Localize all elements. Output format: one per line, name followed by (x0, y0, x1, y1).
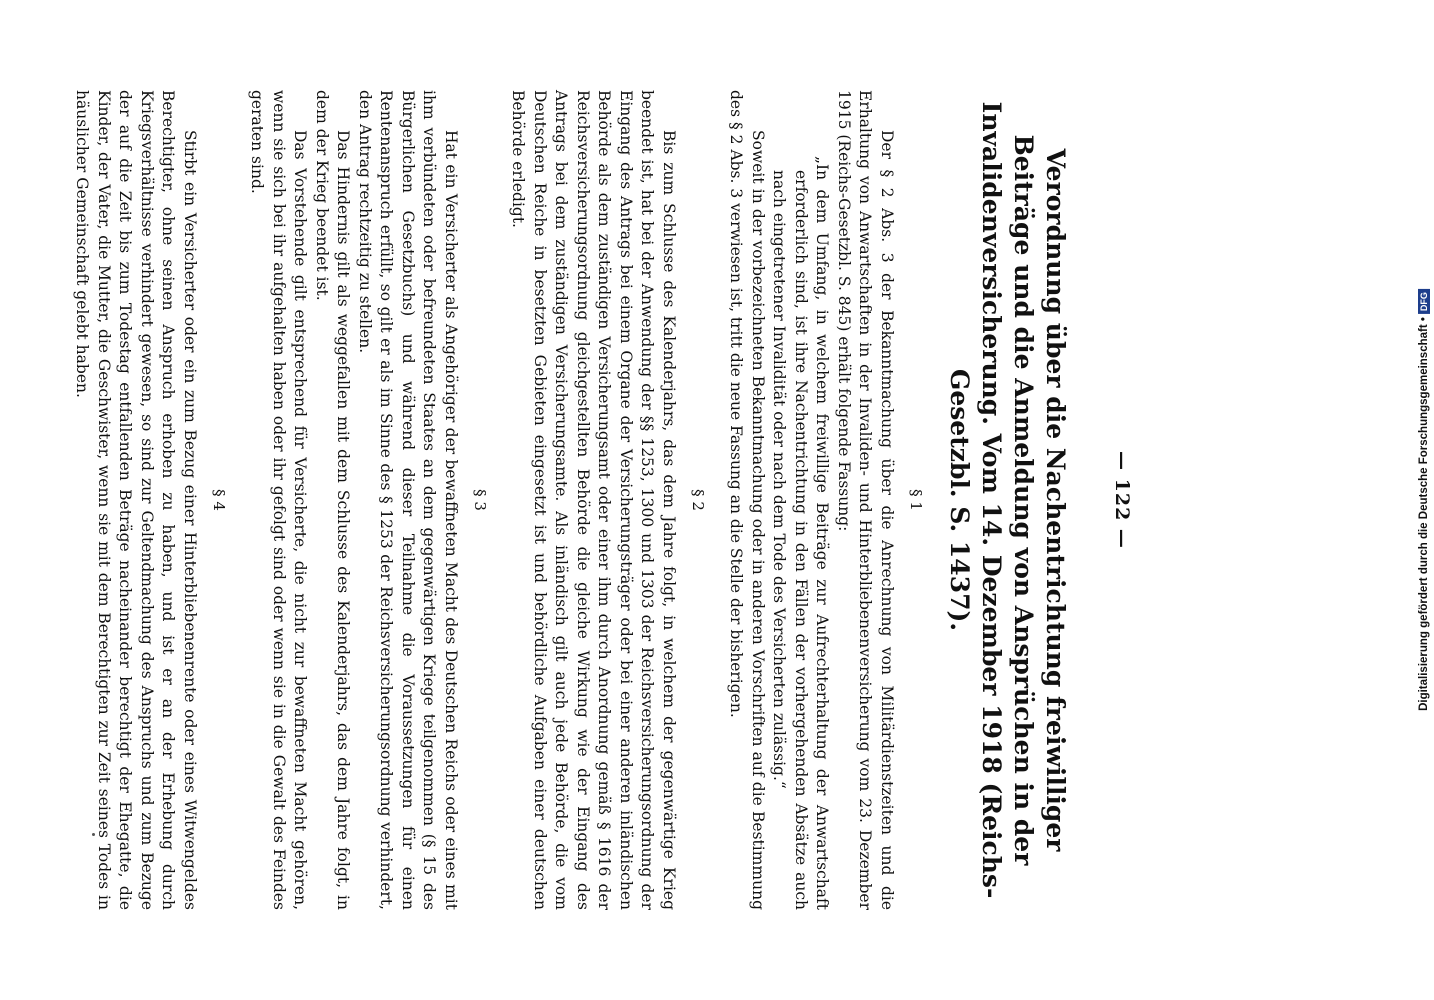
section (725, 90, 925, 910)
digitization-attribution (1418, 289, 1430, 711)
paragraph: Das Vorstehende gilt entsprechend für Versicherte, die nicht zur bewaffneten Macht gehören, wenn sie sich bei ihr aufgehalten haben oder ihr gefolgt sind oder wenn sie in die Gewalt des Feindes geraten sind. (248, 90, 310, 910)
paragraph: Der § 2 Abs. 3 der Bekanntmachung über die Anrechnung von Militärdienstzeiten und die Erhaltung von Anwartschaften in der Invaliden- und Hinterbliebenenversicherung vom 23. Dezember 1915 (Reichs-Gesetzbl. S. 845) erhält folgende Fassung: (835, 90, 896, 910)
paragraph: Stirbt ein Versicherter oder ein zum Bezug einer Hinterbliebenenrente oder eines Witwengeldes Berechtigter, ohne seinen Anspruch erhoben zu haben, und ist er an der Erhebung durch Kriegsverhältnisse verhindert gewesen, so sind zur Geltendmachung des Anspruchs und zum Bezuge der auf die Zeit bis zum Todestag entfallenden Beträge nacheinander berechtigt der Ehegatte, die Kinder, der Vater, die Mutter, die Geschwister, wenn sie mit dem Berechtigten zur Zeit seines Todes in häuslicher Gemeinschaft gelebt haben. (73, 90, 199, 910)
section-heading: § 2 (689, 489, 707, 511)
sections-container (71, 90, 925, 910)
document-page (57, 50, 1177, 950)
quoted-paragraph: „In dem Umfang, in welchem freiwillige Beiträge zur Aufrechterhaltung der Anwartschaft erforderlich sind, ist ihre Nachentrichtung in den Fällen der vorhergehenden Absätze auch nach eingetretener Invalidität oder nach dem Tode des Versicherten zulässig.“ (770, 156, 832, 910)
paragraph: Das Hindernis gilt als weggefallen mit dem Schlusse des Kalenderjahrs, das dem Jahre folgt, in dem der Krieg beendet ist. (313, 90, 353, 910)
page-number: — 122 — (1111, 451, 1133, 549)
section (507, 90, 707, 910)
paragraph: Bis zum Schlusse des Kalenderjahrs, das dem Jahre folgt, in welchem der gegenwärtige Krieg beendet ist, hat bei der Anwendung der §§ 1253, 1300 und 1303 der Reichsversicherungsordnung der Eingang des Antrags bei einem Organe der Versicherungsträger oder bei einer anderen inländischen Behörde als dem zuständigen Versicherungsamt oder einer ihm durch Anordnung gemäß § 1616 der Reichsversicherungsordnung gleichgestellten Behörde die gleiche Wirkung wie der Eingang des Antrags bei dem zuständigen Versicherungsamte. Als inländisch gilt auch jede Behörde, die vom Deutschen Reiche in besetzten Gebieten eingesetzt ist und behördliche Aufgaben einer deutschen Behörde erledigt. (509, 90, 678, 910)
section (246, 90, 489, 910)
section-heading: § 4 (210, 489, 228, 511)
dfg-logo: DFG (1418, 289, 1430, 314)
section (71, 90, 228, 910)
attribution-text: Digitalisierung gefördert durch die Deutsche Forschungsgemeinschaft • (1418, 317, 1430, 711)
paragraph: Hat ein Versicherter als Angehöriger der bewaffneten Macht des Deutschen Reichs oder eines mit ihm verbündeten oder befreundeten Staates an dem gegenwärtigen Kriege teilgenommen (§ 15 des Bürgerlichen Gesetzbuchs) und während dieser Teilnahme die Voraussetzungen für einen Rentenanspruch erfüllt, so gilt er als im Sinne des § 1253 der Reichsversicherungsordnung verhindert, den Antrag rechtzeitig zu stellen. (356, 90, 460, 910)
paragraph: Soweit in der vorbezeichneten Bekanntmachung oder in anderen Vorschriften auf die Bestimmung des § 2 Abs. 3 verwiesen ist, tritt die neue Fassung an die Stelle der bisherigen. (727, 90, 767, 910)
section-heading: § 1 (907, 489, 925, 511)
section-heading: § 3 (471, 489, 489, 511)
document-title: Verordnung über die Nachentrichtung freiwilliger Beiträge und die Anmeldung von Ansprüchen in der Invalidenversicherung. Vom 14. Dezember 1918 (Reichs-Gesetzbl. S. 1437). (945, 101, 1070, 899)
